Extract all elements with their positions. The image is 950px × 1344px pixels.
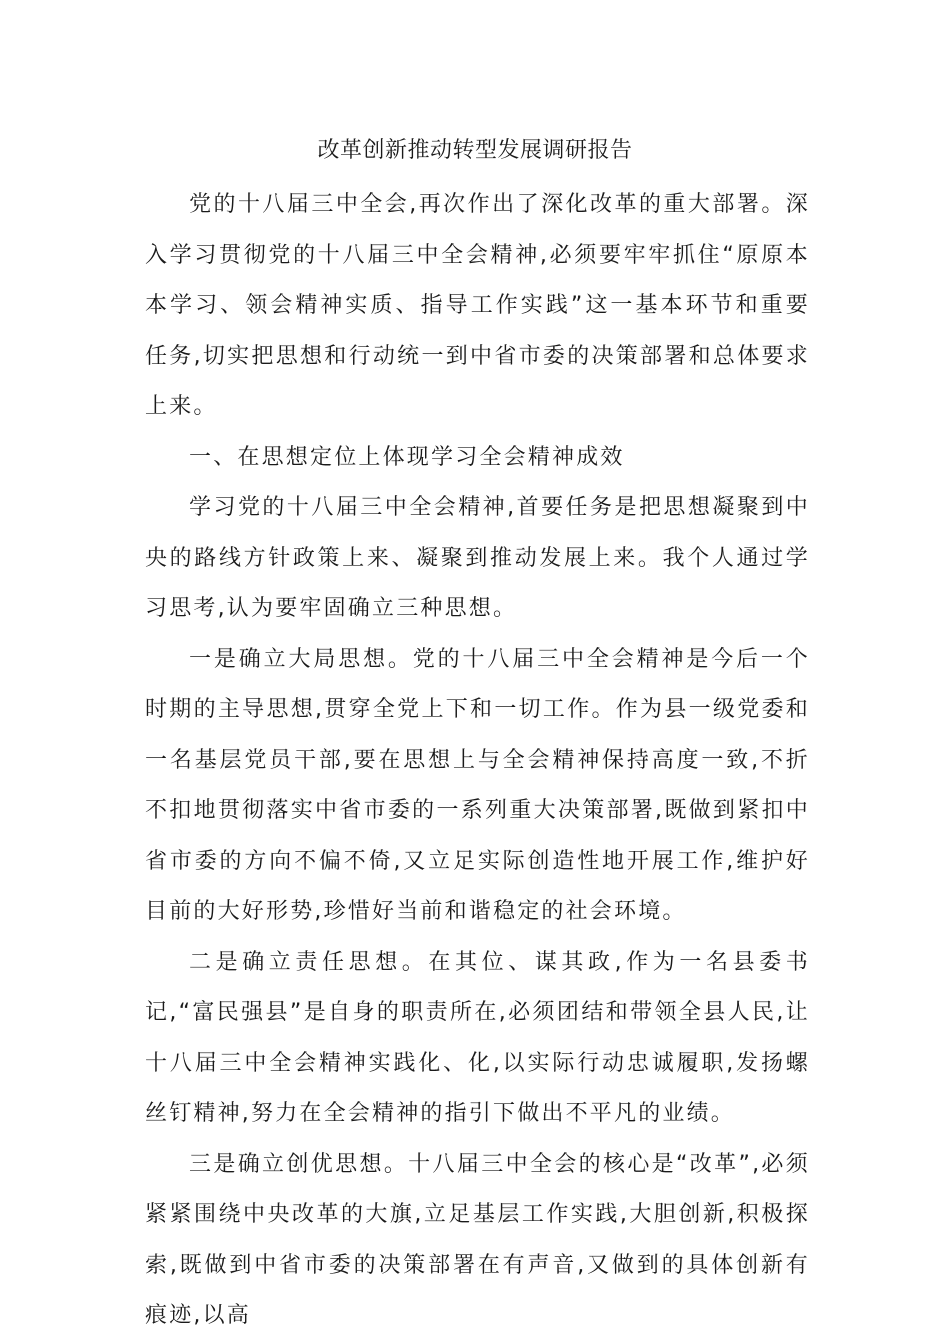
section-heading-1: 一、在思想定位上体现学习全会精神成效 xyxy=(189,444,625,470)
paragraph-section-1-intro: 学习党的十八届三中全会精神,首要任务是把思想凝聚到中央的路线方针政策上来、凝聚到推动发展上来。我个人通过学习思考,认为要牢固确立三种思想。 xyxy=(145,495,810,621)
paragraph-intro: 党的十八届三中全会,再次作出了深化改革的重大部署。深入学习贯彻党的十八届三中全会精神,必须要牢牢抓住“原原本本学习、领会精神实质、指导工作实践”这一基本环节和重要任务,切实把思想和行动统一到中省市委的决策部署和总体要求上来。 xyxy=(145,192,810,419)
paragraph-responsibility: 二是确立责任思想。在其位、谋其政,作为一名县委书记,“富民强县”是自身的职责所在,必须团结和带领全县人民,让十八届三中全会精神实践化、化,以实际行动忠诚履职,发扬螺丝钉精神,努力在全会精神的指引下做出不平凡的业绩。 xyxy=(145,949,810,1126)
document-body xyxy=(145,180,810,1342)
paragraph-big-picture: 一是确立大局思想。党的十八届三中全会精神是今后一个时期的主导思想,贯穿全党上下和一切工作。作为县一级党委和一名基层党员干部,要在思想上与全会精神保持高度一致,不折不扣地贯彻落实中省市委的一系列重大决策部署,既做到紧扣中省市委的方向不偏不倚,又立足实际创造性地开展工作,维护好目前的大好形势,珍惜好当前和谐稳定的社会环境。 xyxy=(145,646,810,924)
document-title: 改革创新推动转型发展调研报告 xyxy=(317,138,633,163)
paragraph-excellence: 三是确立创优思想。十八届三中全会的核心是“改革”,必须紧紧围绕中央改革的大旗,立足基层工作实践,大胆创新,积极探索,既做到中省市委的决策部署在有声音,又做到的具体创新有痕迹,以高 xyxy=(145,1151,810,1328)
